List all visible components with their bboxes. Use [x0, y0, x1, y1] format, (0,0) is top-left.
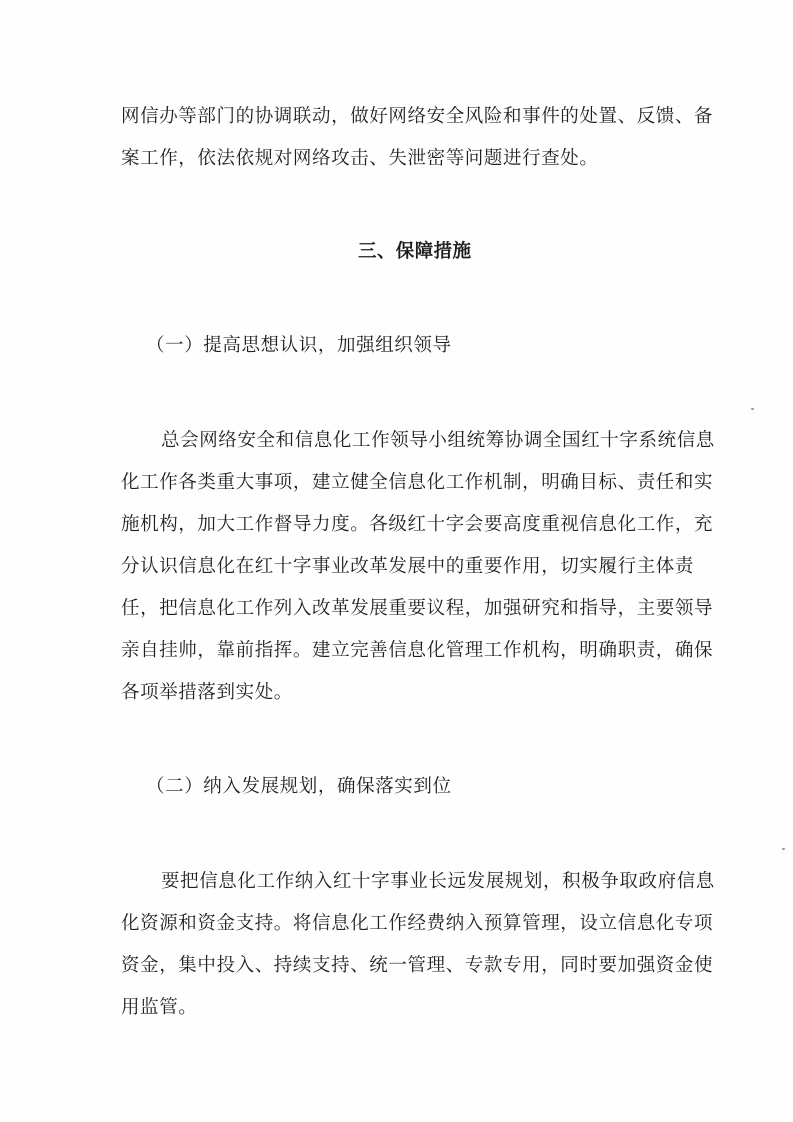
- subsection-heading: （一）提高思想认识，加强组织领导: [146, 335, 452, 356]
- paragraph-line: 分认识信息化在红十字事业改革发展中的重要作用，切实履行主体责: [121, 556, 695, 577]
- subsection-heading: （二）纳入发展规划，确保落实到位: [146, 776, 452, 797]
- paragraph-line: 总会网络安全和信息化工作领导小组统筹协调全国红十字系统信息: [161, 430, 715, 451]
- paragraph-line: 要把信息化工作纳入红十字事业长远发展规划，积极争取政府信息: [161, 871, 715, 892]
- section-heading: 三、保障措施: [358, 241, 472, 262]
- paragraph-line: 任，把信息化工作列入改革发展重要议程，加强研究和指导，主要领导: [121, 598, 714, 619]
- paragraph-line: 网信办等部门的协调联动，做好网络安全风险和事件的处置、反馈、备: [121, 106, 714, 127]
- paragraph-line: 化工作各类重大事项，建立健全信息化工作机制，明确目标、责任和实: [121, 472, 714, 493]
- paragraph-line: 化资源和资金支持。将信息化工作经费纳入预算管理，设立信息化专项: [121, 913, 714, 934]
- paragraph-line: 资金，集中投入、持续支持、统一管理、专款专用，同时要加强资金使: [121, 955, 714, 976]
- paragraph-line: 用监管。: [121, 997, 198, 1018]
- paragraph-line: 施机构，加大工作督导力度。各级红十字会要高度重视信息化工作，充: [121, 514, 714, 535]
- scan-speck: [782, 848, 785, 850]
- paragraph-line: 亲自挂帅，靠前指挥。建立完善信息化管理工作机构，明确职责，确保: [121, 640, 714, 661]
- scan-speck: [751, 408, 754, 410]
- paragraph-line: 各项举措落到实处。: [121, 682, 293, 703]
- paragraph-line: 案工作，依法依规对网络攻击、失泄密等问题进行查处。: [121, 148, 599, 169]
